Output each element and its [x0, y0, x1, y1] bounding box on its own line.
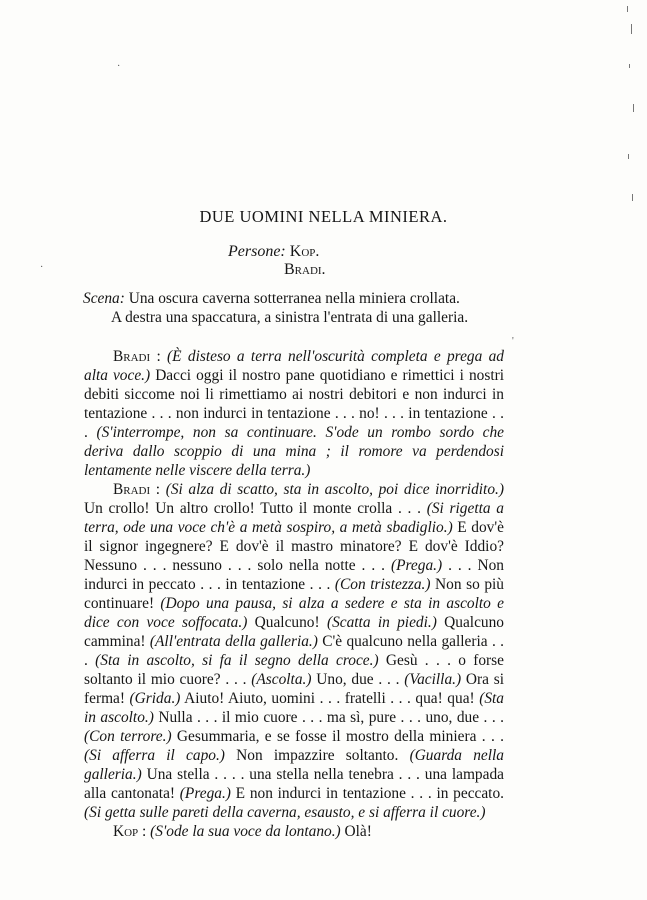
spoken-line: Uno, due . . .: [311, 671, 405, 688]
speaker-name: Kop: [113, 823, 139, 840]
dramatis-personae: [228, 243, 326, 279]
play-text: [84, 289, 504, 841]
stage-direction: (Sta in ascolto.): [84, 690, 504, 726]
speech-paragraph: [84, 347, 504, 480]
spoken-line: E dov'è il signor ingegnere? E dov'è il mastro minatore? E dov'è Iddio? Nessuno . . . nessuno . . . solo nella notte . . .: [84, 519, 504, 574]
stray-mark: ': [512, 336, 514, 347]
speaker-name: Bradi: [113, 348, 151, 365]
spoken-line: Una stella . . . . una stella nella tenebra . . . una lampada alla cantonata!: [84, 766, 504, 802]
stage-direction: (Grida.): [129, 690, 181, 707]
stage-direction: (Si getta sulle pareti della caverna, esausto, e si afferra il cuore.): [84, 804, 486, 821]
spoken-line: Nulla . . . il mio cuore . . . ma sì, pure . . . uno, due . . .: [153, 709, 504, 726]
stray-mark: ·: [117, 61, 121, 72]
speech-paragraph: [84, 822, 504, 841]
stage-direction: (Prega.): [390, 557, 443, 574]
spoken-line: Qualcuno!: [247, 614, 327, 631]
character-kop: Kop.: [289, 243, 320, 260]
dialogue: [84, 347, 504, 841]
spoken-line: Aiuto! Aiuto, uomini . . . fratelli . . . qua! qua!: [180, 690, 480, 707]
scene-description: [84, 289, 504, 327]
spoken-line: Qualcuno cammina!: [84, 614, 504, 650]
spoken-line: :: [150, 481, 166, 498]
scene-line-1: Una oscura caverna sotterranea nella miniera crollata.: [124, 290, 460, 307]
stage-direction: (Si alza di scatto, sta in ascolto, poi dice inorridito.): [165, 481, 504, 498]
stage-direction: (Si afferra il capo.): [84, 747, 225, 764]
spoken-line: Dacci oggi il nostro pane quotidiano e rimettici i nostri debiti siccome noi li rimettiamo ai nostri debitori e non indurci in tentazione . . . non indurci in tentazione . . . no! . . . in tentazione . . .: [84, 367, 504, 441]
stage-direction: (Vacilla.): [404, 671, 462, 688]
persone-label: Persone:: [228, 243, 286, 260]
stage-direction: (Prega.): [179, 785, 231, 802]
spoken-line: Ora si ferma!: [84, 671, 504, 707]
stage-direction: (S'ode la sua voce da lontano.): [150, 823, 341, 840]
stage-direction: (Sta in ascolto, si fa il segno della croce.): [95, 652, 379, 669]
spoken-line: E non indurci in tentazione . . . in peccato.: [230, 785, 505, 802]
spoken-line: Non impazzire soltanto.: [224, 747, 410, 764]
speech-paragraph: [84, 480, 504, 822]
spoken-line: Olà!: [340, 823, 372, 840]
stage-direction: (È disteso a terra nell'oscurità completa e prega ad alta voce.): [84, 348, 504, 384]
stage-direction: (Si rigetta a terra, ode una voce ch'è a metà sospiro, a metà sbadiglio.): [84, 500, 505, 536]
stage-direction: (Con terrore.): [84, 728, 172, 745]
stage-direction: (Ascolta.): [251, 671, 312, 688]
scena-label: Scena:: [83, 290, 125, 307]
spoken-line: Gesù . . . o forse soltanto il mio cuore? . . .: [84, 652, 504, 688]
stage-direction: (S'interrompe, non sa continuare. S'ode un rombo sordo che deriva dallo scoppio di una mina ; il romore va perdendosi lentamente nelle viscere della terra.): [84, 424, 504, 479]
play-title: DUE UOMINI NELLA MINIERA.: [199, 207, 448, 226]
stage-direction: (Scatta in piedi.): [326, 614, 437, 631]
stage-direction: (All'entrata della galleria.): [149, 633, 318, 650]
spoken-line: . . . Non indurci in peccato . . . in tentazione . . .: [84, 557, 504, 593]
character-bradi: Bradi.: [284, 261, 326, 278]
spoken-line: Gesummaria, e se fosse il mostro della miniera . . .: [171, 728, 505, 745]
spoken-line: :: [138, 823, 151, 840]
stage-direction: (Dopo una pausa, si alza a sedere e sta in ascolto e dice con voce soffocata.): [84, 595, 504, 631]
page-edge-marks: [609, 4, 639, 224]
stray-mark: ·: [40, 262, 44, 273]
spoken-line: Un crollo! Un altro crollo! Tutto il monte crolla . . .: [84, 500, 427, 517]
scene-line-2: A destra una spaccatura, a sinistra l'entrata di una galleria.: [111, 309, 469, 326]
spoken-line: Non so più continuare!: [84, 576, 504, 612]
stage-direction: (Con tristezza.): [334, 576, 431, 593]
spoken-line: :: [150, 348, 168, 365]
spoken-line: C'è qualcuno nella galleria . . .: [84, 633, 504, 669]
speaker-name: Bradi: [113, 481, 151, 498]
stage-direction: (Guarda nella galleria.): [84, 747, 504, 783]
